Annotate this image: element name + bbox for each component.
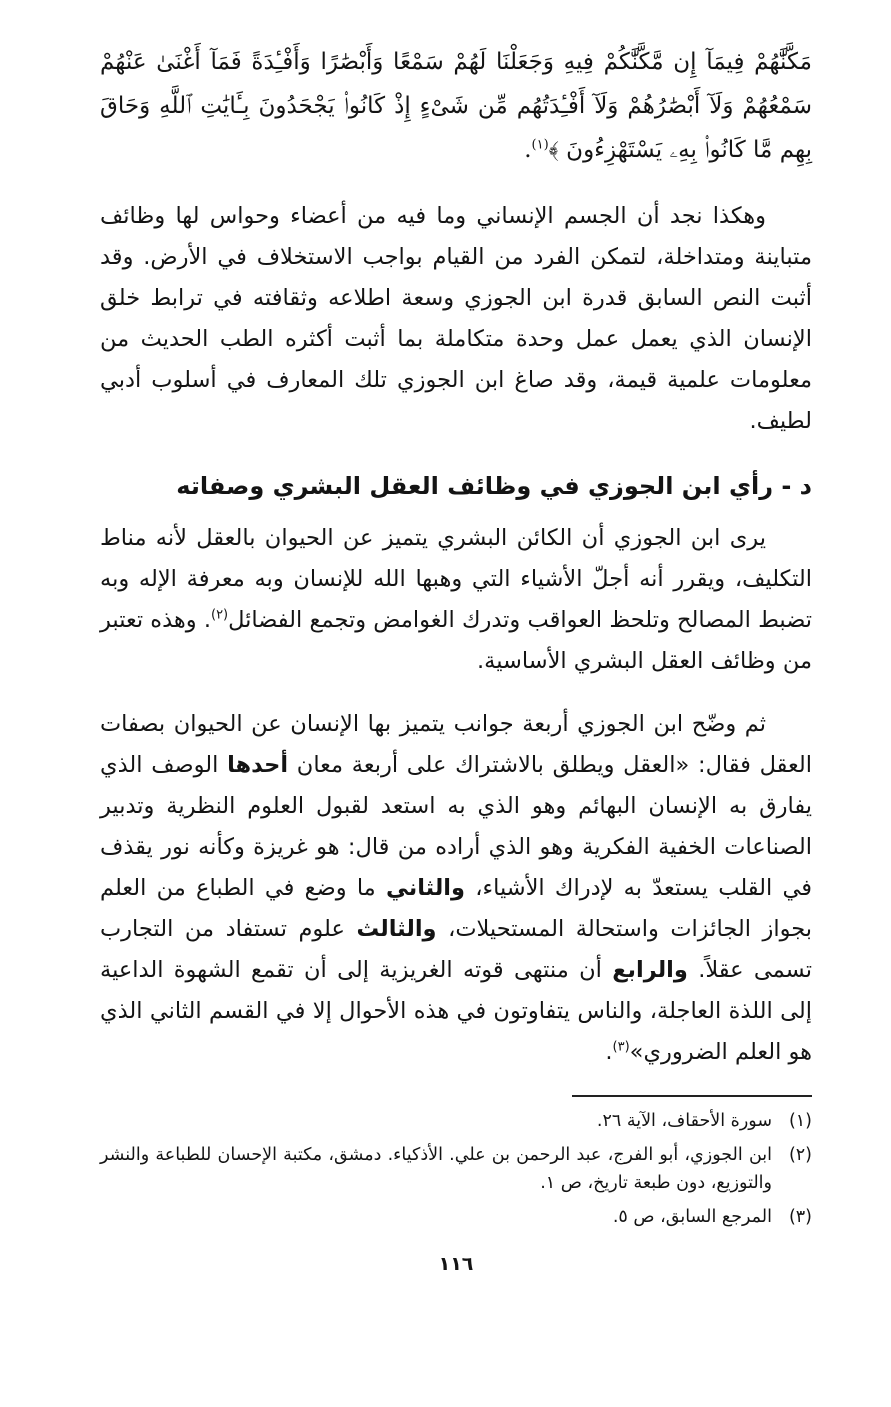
bold-fourth: والرابع [612,957,688,983]
paragraph-1-text: وهكذا نجد أن الجسم الإنساني وما فيه من أعضاء وحواس لها وظائف متباينة ومتداخلة، لتمكن الفرد من القيام بواجب الاستخلاف في الأرض. وقد أثبت النص السابق قدرة ابن الجوزي وسعة اطلاعه وثقافته في ترابط خلق الإنسان الذي يعمل عمل وحدة متكاملة بما أثبت أكثره الطب الحديث من معلومات علمية قيمة، وقد صاغ ابن الجوزي تلك المعارف في أسلوب أدبي لطيف. [100,203,812,434]
footnote-number: (٣) [788,1207,812,1227]
footnote-number: (١) [788,1111,812,1131]
footnote-number: (٢) [788,1145,812,1165]
footnote-text: ابن الجوزي، أبو الفرج، عبد الرحمن بن علي. الأذكياء. دمشق، مكتبة الإحسان للطباعة والنشر والتوزيع، دون طبعة تاريخ، ص ١. [100,1145,772,1193]
footnote-text: المرجع السابق، ص ٥. [612,1207,772,1227]
bold-first: أحدها [227,752,289,778]
quote-text-4: علوم تستفاد من التجارب تسمى عقلاً. [100,916,813,983]
footnote-ref-2: (٢) [210,607,229,623]
footnote-3 [100,1203,812,1231]
section-heading: د - رأي ابن الجوزي في وظائف العقل البشري وصفاته [176,472,812,500]
quote-end: . [605,1039,613,1065]
quran-verse [100,40,812,172]
footnote-separator [572,1095,812,1097]
footnote-ref-1: (١) [531,137,549,153]
verse-text: مَكَّنَّٰهُمْ فِيمَآ إِن مَّكَّنَّٰكُمْ فِيهِ وَجَعَلْنَا لَهُمْ سَمْعًا وَأَبْصَٰرًا وَأَفْـِٔدَةً فَمَآ أَغْنَىٰ عَنْهُمْ سَمْعُهُمْ وَلَآ أَبْصَٰرُهُمْ وَلَآ أَفْـِٔدَتُهُم مِّن شَىْءٍ إِذْ كَانُوا۟ يَجْحَدُونَ بِـَٔايَٰتِ ٱللَّهِ وَحَاقَ بِهِم مَّا كَانُوا۟ بِهِۦ يَسْتَهْزِءُونَ ﴾ [100,49,812,163]
book-page [100,40,812,1275]
quote-text-3: ما وضع في الطباع من العلم بجواز الجائزات واستحالة المستحيلات، [100,875,813,942]
bold-second: والثاني [386,875,465,901]
paragraph-mind-functions [100,518,812,682]
quote-text-5: أن منتهى قوته الغريزية إلى أن تقمع الشهوة الداعية إلى اللذة العاجلة، والناس يتفاوتون في هذه الأحوال إلا في القسم الثاني الذي هو العلم الضروري» [100,957,812,1065]
footnote-1 [100,1107,812,1135]
page-number: ١١٦ [438,1253,474,1275]
quote-text-2: الوصف الذي يفارق به الإنسان البهائم وهو الذي به استعد لقبول العلوم النظرية وتدبير الصناعات الخفية الفكرية وهو الذي أراده من قال: هو غريزة وكأنه نور يقذف في القلب يستعدّ به لإدراك الأشياء، [100,752,813,901]
paragraph-human-body [100,196,812,442]
verse-end: . [524,137,532,163]
paragraph-2-text: يرى ابن الجوزي أن الكائن البشري يتميز عن الحيوان بالعقل لأنه مناط التكليف، ويقرر أنه أجلّ الأشياء التي وهبها الله للإنسان وبه معرفة الإله وبه تضبط المصالح وتلحظ العواقب وتدرك الغوامض وتجمع الفضائل [100,525,812,633]
paragraph-2-tail: . وهذه تعتبر من وظائف العقل البشري الأساسية. [100,607,812,674]
quote-text-1: ثم وضّح ابن الجوزي أربعة جوانب يتميز بها الإنسان عن الحيوان بصفات العقل فقال: «العقل ويطلق بالاشتراك على أربعة معان [100,711,813,778]
footnote-2 [100,1141,812,1197]
bold-third: والثالث [356,916,437,942]
paragraph-four-meanings [100,704,812,1073]
footnote-text: سورة الأحقاف، الآية ٢٦. [596,1111,772,1131]
footnote-ref-3: (٣) [612,1039,630,1055]
